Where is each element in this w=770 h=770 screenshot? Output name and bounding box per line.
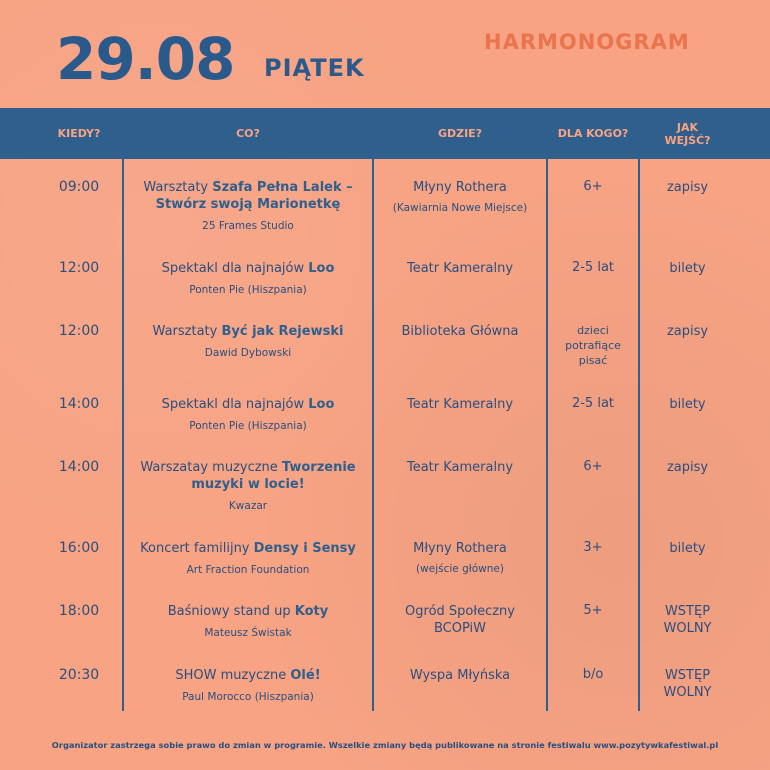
event-performer: Kwazar [228,500,268,512]
event-entry: zapisy [666,324,709,339]
event-title [124,667,372,706]
event-name: Szafa Pełna Lalek – Stwórz swoją Marionetkę [155,180,353,212]
date-title: 29.08 [56,25,235,93]
venue-name: Wyspa Młyńska [409,668,511,683]
event-title [124,260,372,299]
event-name: Być jak Rejewski [221,324,344,339]
event-venue [374,459,546,476]
footer-note: Organizator zastrzega sobie prawo do zmian w programie. Wszelkie zmiany będą publikowane na stronie festiwalu www.pozytywkafestiwal.pl [51,740,719,750]
event-venue [374,396,546,413]
event-time: 14:00 [58,396,100,412]
event-audience: 6+ [583,459,603,474]
event-time: 16:00 [58,540,100,556]
event-name: Tworzenie muzyki w locie! [191,460,356,492]
event-audience: b/o [582,667,604,682]
event-title [124,540,372,579]
event-type: Koncert familijny [140,541,254,556]
event-audience: 6+ [583,179,603,194]
column-divider [372,159,374,711]
event-title [124,459,372,515]
event-name: Loo [308,261,335,276]
venue-name: Młyny Rothera [413,180,507,195]
event-time: 09:00 [58,179,100,195]
venue-name: Teatr Kameralny [406,397,514,412]
event-type: Warsztaty [143,180,213,195]
event-performer: Ponten Pie (Hiszpania) [189,420,307,432]
column-header-how [640,108,735,159]
column-divider [546,159,548,711]
event-performer: Dawid Dybowski [204,347,292,359]
event-title [124,603,372,642]
event-entry: bilety [669,261,706,276]
event-type: Baśniowy stand up [167,604,295,619]
event-audience: 3+ [583,540,603,555]
column-header-when: KIEDY? [57,127,101,140]
event-venue [374,540,546,578]
event-type: Warsztaty [152,324,222,339]
event-type: Spektakl dla najnajów [161,397,309,412]
event-entry: zapisy [666,460,709,475]
event-venue [390,603,530,637]
event-performer: Paul Morocco (Hiszpania) [182,691,314,703]
venue-name: Biblioteka Główna [401,324,519,339]
event-time: 14:00 [58,459,100,475]
event-entry: WSTĘP WOLNY [663,668,712,700]
event-audience: 2-5 lat [571,260,615,275]
column-header-what: CO? [236,127,260,140]
event-time: 12:00 [58,260,100,276]
day-label: PIĄTEK [264,54,365,82]
venue-name: Teatr Kameralny [406,460,514,475]
event-entry: bilety [669,397,706,412]
event-performer: 25 Frames Studio [202,220,294,232]
venue-name: Teatr Kameralny [406,261,514,276]
event-name: Loo [308,397,335,412]
event-audience: 2-5 lat [571,396,615,411]
event-name: Olé! [290,668,321,683]
event-venue [374,667,546,684]
event-type: Spektakl dla najnajów [161,261,309,276]
event-entry: WSTĘP WOLNY [663,604,712,636]
venue-detail: (Kawiarnia Nowe Miejsce) [392,202,528,214]
event-entry: zapisy [666,180,709,195]
event-performer: Ponten Pie (Hiszpania) [189,284,307,296]
column-divider [638,159,640,711]
column-header-how-line1: JAK [676,120,699,134]
event-venue [374,323,546,340]
event-venue [374,260,546,277]
venue-detail: (wejście główne) [416,563,504,575]
event-name: Densy i Sensy [253,541,356,556]
event-time: 18:00 [58,603,100,619]
event-entry: bilety [669,541,706,556]
event-title [124,396,372,435]
event-title [124,323,372,362]
event-time: 20:30 [58,667,100,683]
column-header-how-line2: WEJŚĆ? [664,133,711,147]
event-type: SHOW muzyczne [175,668,291,683]
column-header-for-whom: DLA KOGO? [557,127,629,140]
event-time: 12:00 [58,323,100,339]
event-performer: Mateusz Świstak [204,627,292,639]
venue-name: Młyny Rothera [413,541,507,556]
event-venue [374,179,546,217]
column-header-where: GDZIE? [437,127,483,140]
harmonogram-label: HARMONOGRAM [484,30,690,54]
event-type: Warszatay muzyczne [140,460,282,475]
event-title [124,179,372,235]
event-name: Koty [294,604,329,619]
event-audience: 5+ [583,603,603,618]
event-performer: Art Fraction Foundation [186,564,310,576]
event-audience: dzieci potrafiące pisać [565,324,621,367]
venue-name: Ogród Społeczny BCOPiW [405,604,515,636]
